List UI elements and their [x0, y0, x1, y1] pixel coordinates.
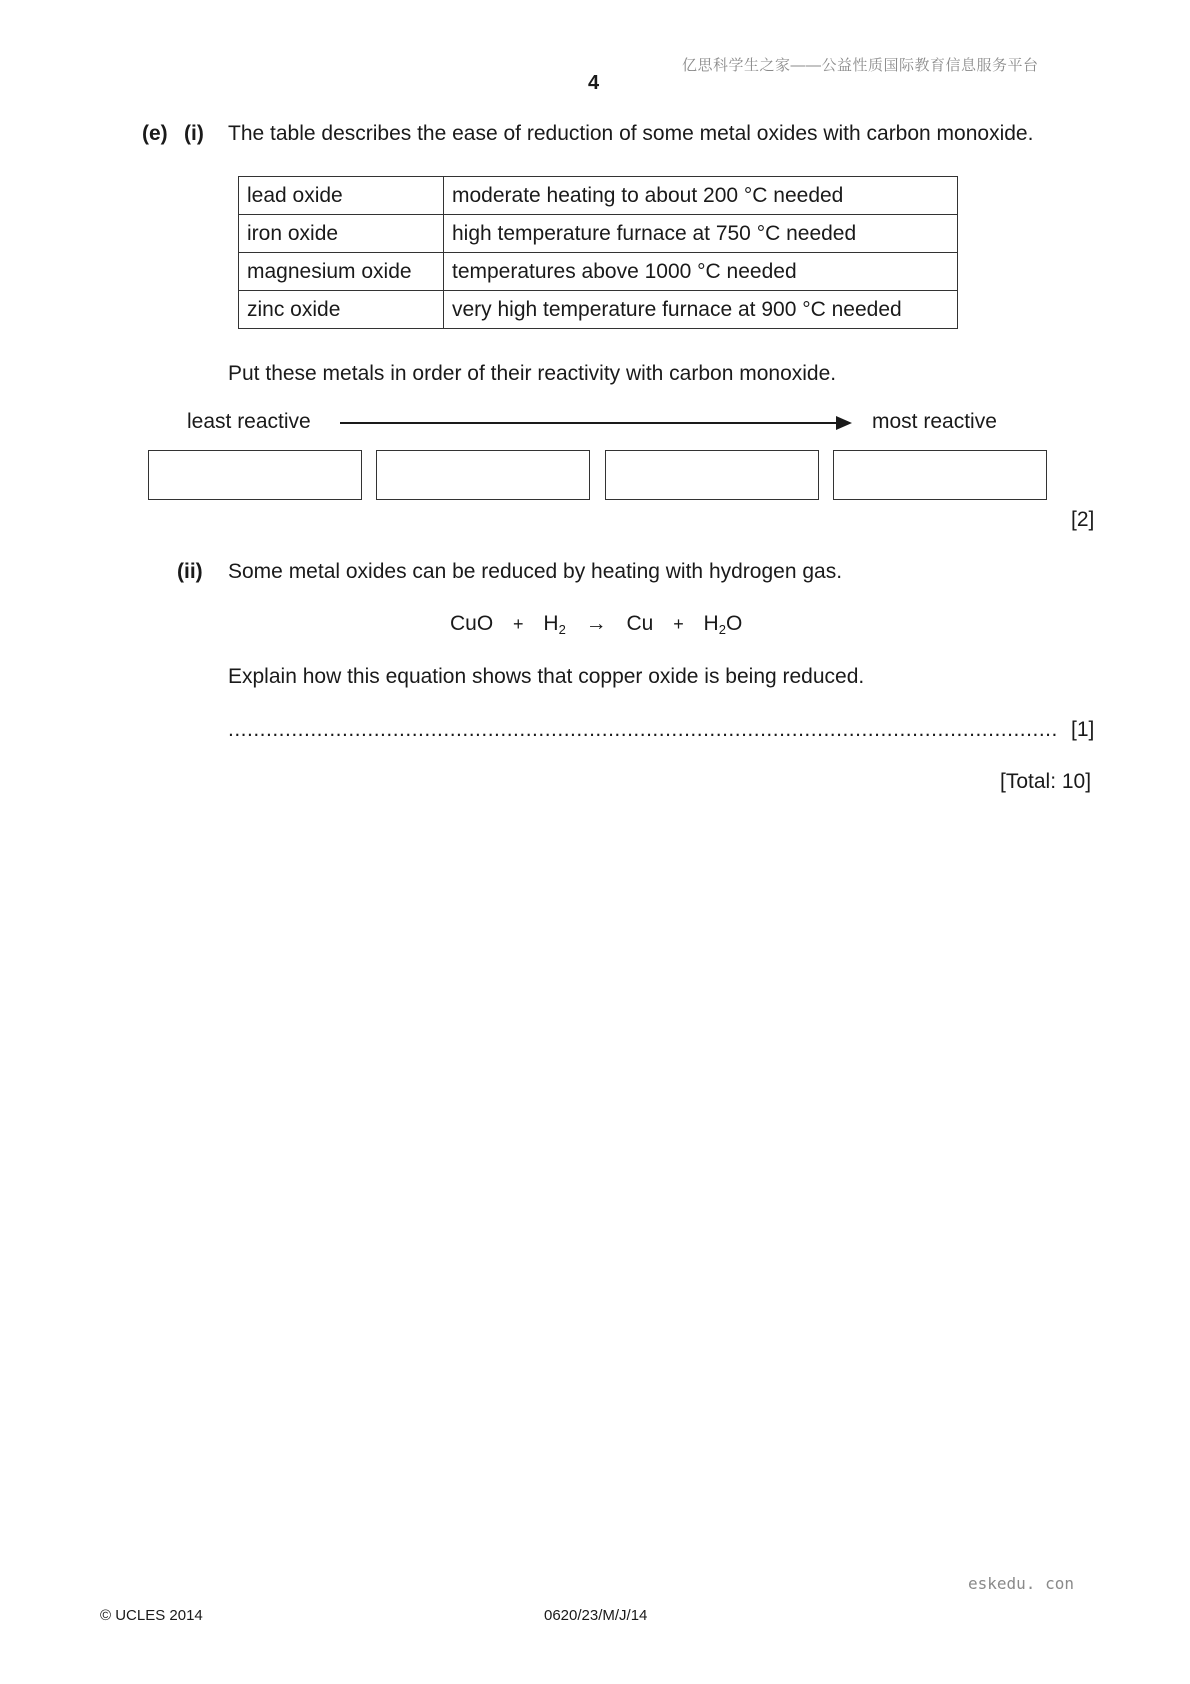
- part-i-marks: [2]: [1071, 508, 1095, 531]
- part-ii-marks: [1]: [1071, 718, 1095, 741]
- oxide-name: lead oxide: [239, 177, 444, 215]
- reduction-condition: temperatures above 1000 °C needed: [444, 253, 958, 291]
- arrow-right-icon: [836, 416, 852, 430]
- product-cu: Cu: [626, 612, 654, 635]
- reactant-h2: $H_2$: [543, 612, 566, 637]
- part-i-intro: The table describes the ease of reduction of some metal oxides with carbon monoxide.: [228, 122, 1034, 145]
- oxide-reduction-table: [238, 176, 958, 329]
- table-row: [239, 291, 958, 329]
- answer-box-3[interactable]: [605, 450, 819, 500]
- oxide-name: iron oxide: [239, 215, 444, 253]
- least-reactive-label: least reactive: [187, 410, 311, 433]
- chemical-equation: [450, 612, 742, 637]
- part-ii-instruction: Explain how this equation shows that copper oxide is being reduced.: [228, 665, 865, 688]
- reaction-arrow: →: [585, 612, 607, 635]
- reactivity-arrow-line: [340, 422, 840, 424]
- footer-site-watermark: eskedu. con: [968, 1574, 1074, 1593]
- oxide-name: zinc oxide: [239, 291, 444, 329]
- plus-sign: +: [673, 614, 684, 634]
- table-row: [239, 253, 958, 291]
- reactant-cuo: CuO: [450, 612, 494, 635]
- part-ii-label: (ii): [177, 560, 203, 583]
- answer-line[interactable]: ...................................................................................................................................: [228, 718, 1058, 741]
- total-marks: [Total: 10]: [1000, 770, 1092, 793]
- answer-box-2[interactable]: [376, 450, 590, 500]
- part-i-label: (i): [184, 122, 204, 145]
- most-reactive-label: most reactive: [872, 410, 997, 433]
- product-h2o: $H_2O$: [703, 612, 743, 637]
- answer-box-1[interactable]: [148, 450, 362, 500]
- header-watermark: 亿思科学生之家——公益性质国际教育信息服务平台: [682, 57, 1039, 74]
- answer-box-4[interactable]: [833, 450, 1047, 500]
- oxide-name: magnesium oxide: [239, 253, 444, 291]
- reduction-condition: moderate heating to about 200 °C needed: [444, 177, 958, 215]
- part-i-instruction: Put these metals in order of their reactivity with carbon monoxide.: [228, 362, 837, 385]
- reduction-condition: high temperature furnace at 750 °C needed: [444, 215, 958, 253]
- plus-sign: +: [513, 614, 524, 634]
- part-e-label: (e): [142, 122, 168, 145]
- footer-paper-code: 0620/23/M/J/14: [544, 1607, 648, 1624]
- table-row: [239, 177, 958, 215]
- page-number: 4: [588, 72, 600, 94]
- footer-copyright: © UCLES 2014: [100, 1607, 203, 1624]
- table-row: [239, 215, 958, 253]
- reduction-condition: very high temperature furnace at 900 °C needed: [444, 291, 958, 329]
- part-ii-intro: Some metal oxides can be reduced by heating with hydrogen gas.: [228, 560, 843, 583]
